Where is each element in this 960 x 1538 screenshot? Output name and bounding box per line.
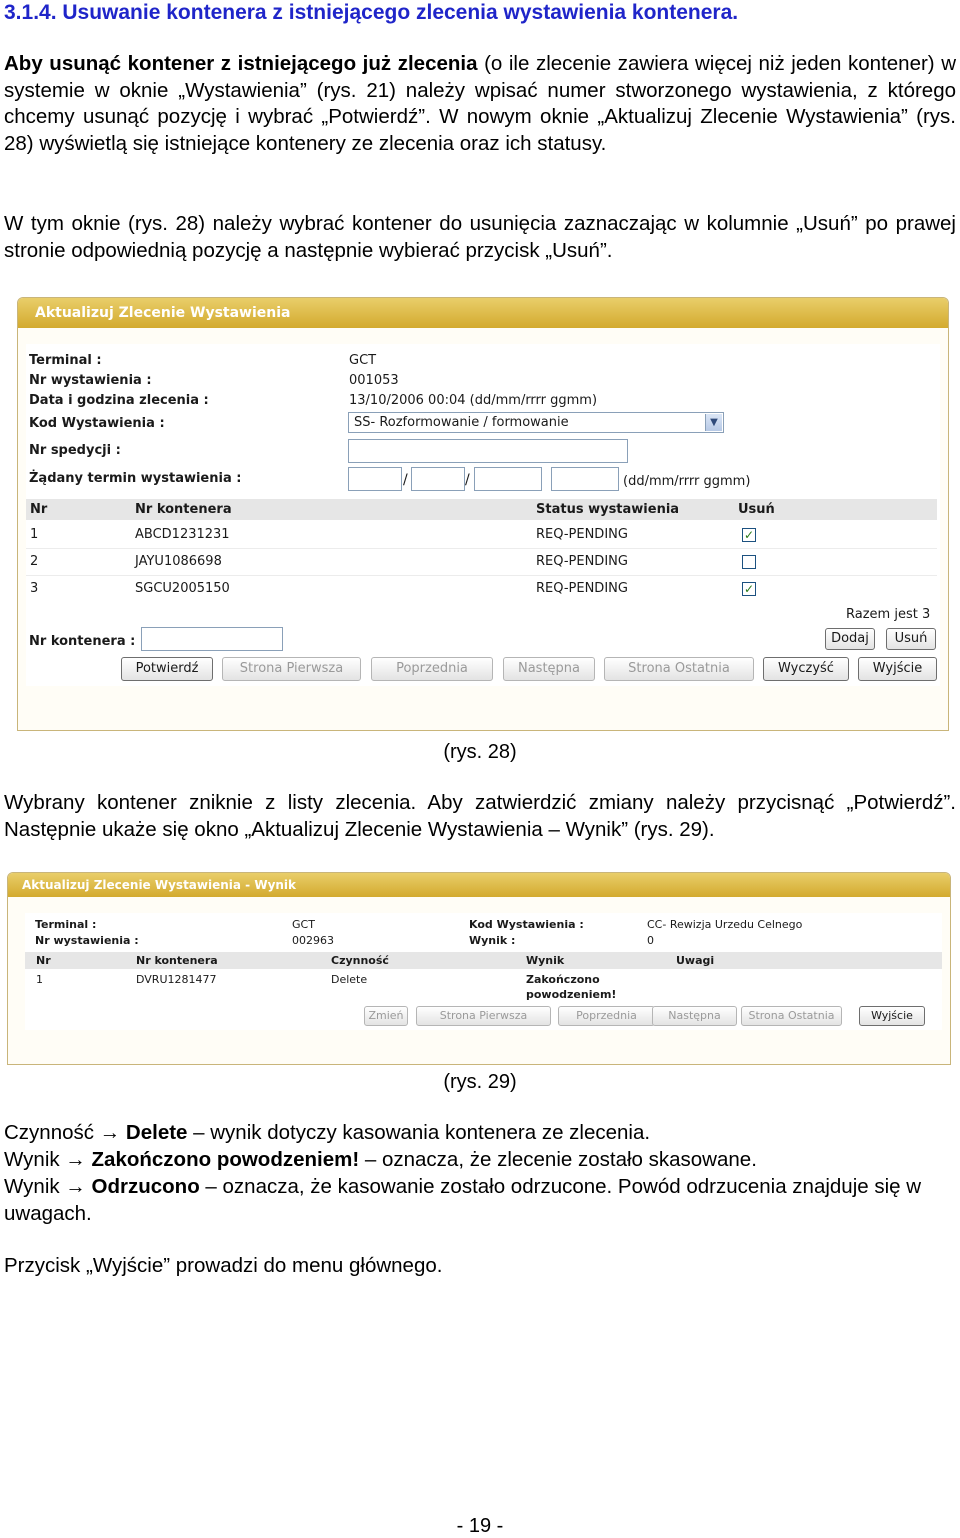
code-select[interactable] (348, 412, 724, 433)
legend-description: – oznacza, że zlecenie zostało skasowane. (359, 1148, 757, 1171)
terminal-label: Terminal : (35, 918, 97, 931)
legend-line-rejected (4, 1174, 956, 1227)
legend-description: – wynik dotyczy kasowania kontenera ze zlecenia. (187, 1121, 651, 1144)
add-button[interactable]: Dodaj (825, 628, 875, 650)
exit-paragraph: Przycisk „Wyjście” prowadzi do menu głównego. (4, 1254, 443, 1277)
col-header-action: Czynność (331, 954, 389, 967)
section-heading: 3.1.4. Usuwanie kontenera z istniejącego zlecenia wystawienia kontenera. (4, 1, 739, 24)
row-action: Delete (331, 973, 368, 986)
requested-month-input[interactable] (411, 467, 465, 491)
row-nr: 1 (30, 527, 39, 542)
row-container: ABCD1231231 (135, 527, 230, 542)
legend-term: Odrzucono (91, 1175, 200, 1198)
previous-page-button[interactable]: Poprzednia (558, 1006, 655, 1026)
code-label: Kod Wystawienia : (469, 918, 584, 931)
terminal-label: Terminal : (29, 353, 102, 368)
date-separator: / (465, 472, 470, 488)
code-value: CC- Rewizja Urzedu Celnego (647, 918, 803, 931)
result-value: 0 (647, 934, 654, 947)
exit-button[interactable]: Wyjście (858, 657, 937, 681)
previous-page-button[interactable]: Poprzednia (371, 657, 493, 681)
order-date-value: 13/10/2006 00:04 (dd/mm/rrrr ggmm) (349, 393, 598, 408)
order-number-label: Nr wystawienia : (35, 934, 139, 947)
total-count: Razem jest 3 (846, 607, 931, 622)
result-paragraph: Wybrany kontener zniknie z listy zlecenia. Aby zatwierdzić zmiany należy przycisnąć „Potwierdź”. Następnie ukaże się okno „Aktualizuj Zlecenie Wystawienia – Wynik” (rys. 29). (4, 791, 956, 841)
chevron-down-icon: ▼ (705, 414, 722, 431)
row-status: REQ-PENDING (536, 554, 628, 569)
row-result-line1: Zakończono (526, 973, 600, 986)
confirm-button[interactable]: Potwierdź (121, 657, 213, 681)
row-container: JAYU1086698 (135, 554, 222, 569)
clear-button[interactable]: Wyczyść (763, 657, 849, 681)
row-status: REQ-PENDING (536, 581, 628, 596)
next-page-button[interactable]: Następna (652, 1006, 737, 1026)
figure-caption-28: (rys. 28) (443, 741, 517, 763)
legend-term: Zakończono powodzeniem! (91, 1148, 360, 1171)
window-title: Aktualizuj Zlecenie Wystawienia (18, 298, 948, 328)
legend-prefix: Wynik (4, 1175, 66, 1198)
date-separator: / (403, 472, 408, 488)
row-nr: 3 (30, 581, 39, 596)
order-number-label: Nr wystawienia : (29, 373, 152, 388)
intro-paragraph (4, 51, 956, 158)
requested-time-input[interactable] (551, 467, 619, 491)
arrow-right-icon: → (99, 1121, 121, 1144)
col-header-notes: Uwagi (676, 954, 715, 967)
col-header-container: Nr kontenera (136, 954, 218, 967)
col-header-nr: Nr (36, 954, 51, 967)
col-header-status: Status wystawienia (536, 502, 680, 517)
update-result-window (7, 872, 951, 1065)
legend-term: Delete (125, 1121, 188, 1144)
terminal-value: GCT (292, 918, 315, 931)
row-nr: 2 (30, 554, 39, 569)
delete-checkbox[interactable]: ✓ (743, 582, 755, 596)
row-status: REQ-PENDING (536, 527, 628, 542)
shipping-label: Nr spedycji : (29, 443, 121, 458)
shipping-input[interactable] (348, 439, 628, 463)
order-date-label: Data i godzina zlecenia : (29, 393, 209, 408)
instruction-paragraph: W tym oknie (rys. 28) należy wybrać kontener do usunięcia zaznaczając w kolumnie „Usuń” po prawej stronie odpowiednią pozycję a następnie wybierać przycisk „Usuń”. (4, 212, 956, 262)
legend-prefix: Wynik (4, 1148, 66, 1171)
page-number: - 19 - (456, 1515, 504, 1537)
col-header-result: Wynik (526, 954, 565, 967)
legend-line-delete (4, 1120, 956, 1147)
arrow-right-icon: → (65, 1175, 86, 1198)
legend-line-success (4, 1147, 956, 1174)
intro-rest: (o ile zlecenie zawiera więcej niż jeden kontener) w systemie w oknie „Wystawienia” (rys. 21) należy wpisać numer stworzonego wystawienia, z którego chcemy usunąć pozycję i wybrać „Potwierdź”. W nowym oknie „Aktualizuj Zlecenie Wystawienia” (rys. 28) wyświetlą się istniejące kontenery ze zlecenia oraz ich statusy. (4, 52, 957, 156)
figure-caption-29: (rys. 29) (443, 1071, 517, 1093)
window-body (26, 344, 940, 686)
exit-button[interactable]: Wyjście (859, 1006, 925, 1026)
row-nr: 1 (36, 973, 43, 986)
window-body (25, 913, 942, 1030)
container-number-input[interactable] (141, 627, 283, 651)
row-container: SGCU2005150 (135, 581, 230, 596)
change-button[interactable]: Zmień (364, 1006, 408, 1026)
row-divider (26, 548, 937, 549)
terminal-value: GCT (349, 353, 377, 368)
col-header-delete: Usuń (738, 502, 775, 517)
requested-date-label: Żądany termin wystawienia : (29, 471, 242, 486)
first-page-button[interactable]: Strona Pierwsza (416, 1006, 551, 1026)
order-number-value: 001053 (349, 373, 399, 388)
delete-checkbox[interactable] (742, 555, 756, 569)
row-container: DVRU1281477 (136, 973, 217, 986)
order-number-value: 002963 (292, 934, 334, 947)
requested-day-input[interactable] (348, 467, 402, 491)
window-title: Aktualizuj Zlecenie Wystawienia - Wynik (8, 873, 950, 897)
code-label: Kod Wystawienia : (29, 416, 165, 431)
last-page-button[interactable]: Strona Ostatnia (741, 1006, 842, 1026)
row-result-line2: powodzeniem! (526, 988, 617, 1001)
requested-date-hint: (dd/mm/rrrr ggmm) (623, 474, 751, 489)
next-page-button[interactable]: Następna (503, 657, 595, 681)
update-order-window (17, 297, 949, 731)
last-page-button[interactable]: Strona Ostatnia (604, 657, 754, 681)
code-select-value: SS- Rozformowanie / formowanie (354, 415, 569, 430)
result-label: Wynik : (469, 934, 516, 947)
row-divider (26, 575, 937, 576)
arrow-right-icon: → (65, 1148, 86, 1171)
col-header-container: Nr kontenera (135, 502, 232, 517)
first-page-button[interactable]: Strona Pierwsza (222, 657, 361, 681)
container-number-label: Nr kontenera : (29, 634, 136, 649)
requested-year-input[interactable] (474, 467, 542, 491)
legend-description: – oznacza, że kasowanie zostało odrzucone. Powód odrzucenia znajduje się w uwagach. (4, 1175, 922, 1225)
legend-prefix: Czynność (4, 1121, 100, 1144)
intro-bold: Aby usunąć kontener z istniejącego już zlecenia (4, 52, 478, 75)
delete-checkbox[interactable]: ✓ (743, 528, 755, 542)
remove-button[interactable]: Usuń (886, 628, 936, 650)
col-header-nr: Nr (30, 502, 48, 517)
